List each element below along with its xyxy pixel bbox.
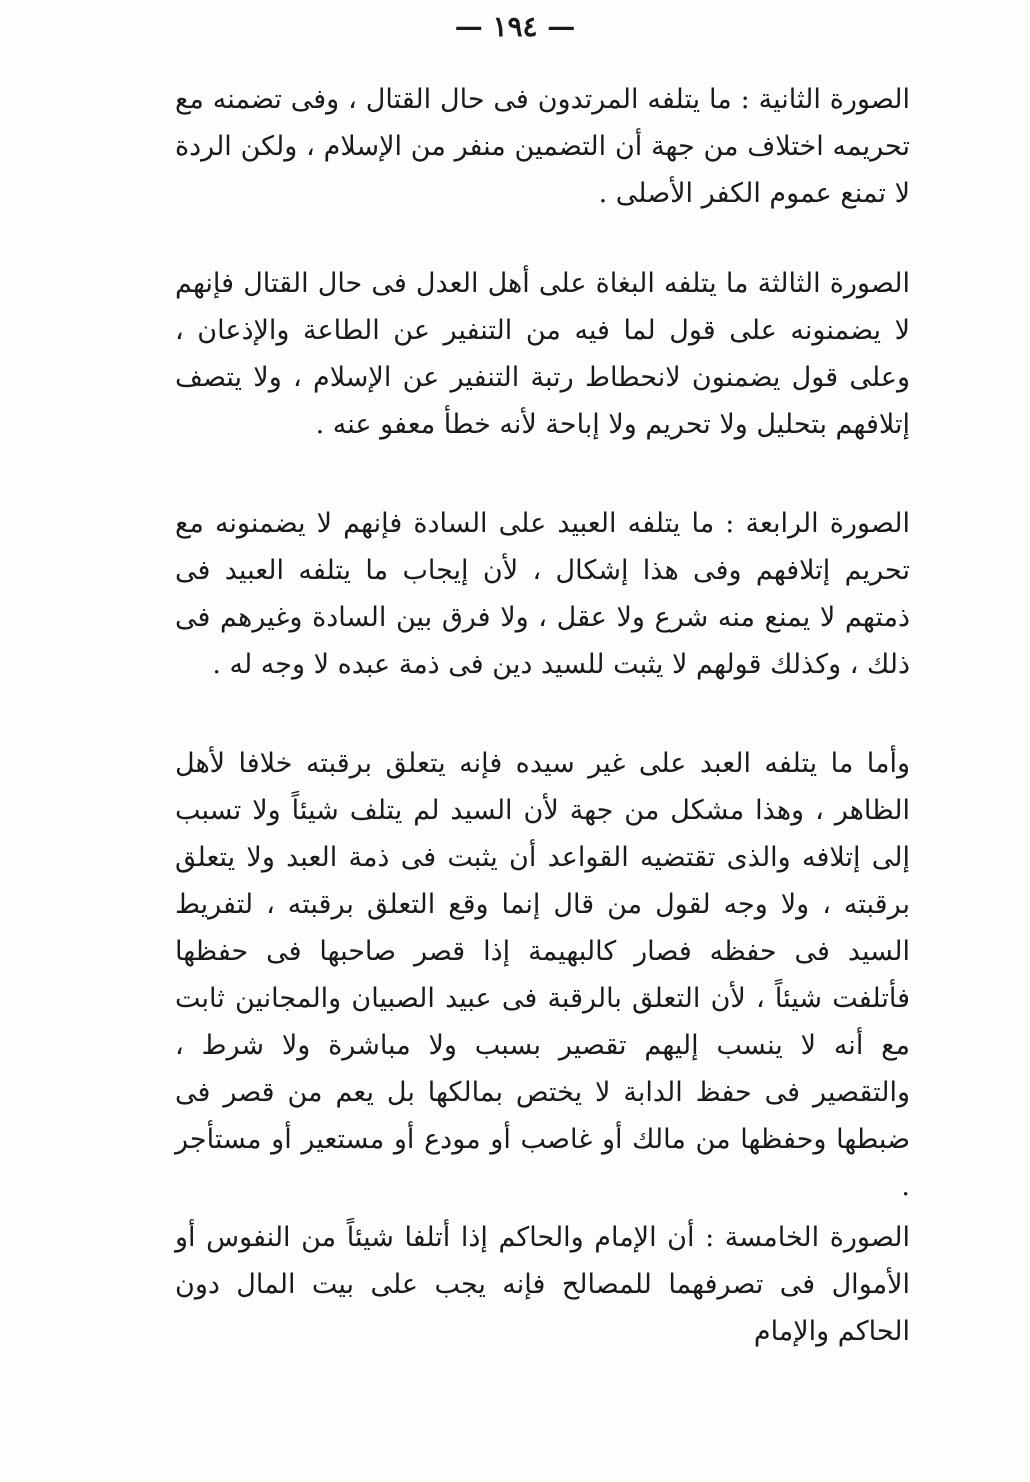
paragraph-second-case: الصورة الثانية : ما يتلفه المرتدون فى حال القتال ، وفى تضمنه مع تحريمه اختلاف من جهة أن التضمين منفر من الإسلام ، ولكن الردة لا تمنع عموم الكفر الأصلى . <box>175 84 910 209</box>
page-number: — ١٩٤ — <box>454 10 576 43</box>
paragraph-fourth-case: الصورة الرابعة : ما يتلفه العبيد على السادة فإنهم لا يضمنونه مع تحريم إتلافهم وفى هذا إشكال ، لأن إيجاب ما يتلفه العبيد فى ذمتهم لا يمنع منه شرع ولا عقل ، ولا فرق بين السادة وغيرهم فى ذلك ، وكذلك قولهم لا يثبت للسيد دين فى ذمة عبده لا وجه له . <box>175 508 910 680</box>
paragraph-third-case: الصورة الثالثة ما يتلفه البغاة على أهل العدل فى حال القتال فإنهم لا يضمنونه على قول لما فيه من التنفير عن الطاعة والإذعان ، وعلى قول يضمنون لانحطاط رتبة التنفير عن الإسلام ، ولا يتصف إتلافهم بتحليل ولا تحريم ولا إباحة لأنه خطأ معفو عنه . <box>175 268 910 440</box>
paragraph-fifth-case: الصورة الخامسة : أن الإمام والحاكم إذا أتلفا شيئاً من النفوس أو الأموال فى تصرفهما للمصالح فإنه يجب على بيت المال دون الحاكم والإمام <box>175 1222 910 1347</box>
paragraph-slave-liability: وأما ما يتلفه العبد على غير سيده فإنه يتعلق برقبته خلافا لأهل الظاهر ، وهذا مشكل من جهة لأن السيد لم يتلف شيئاً ولا تسبب إلى إتلافه والذى تقتضيه القواعد أن يثبت فى ذمة العبد ولا يتعلق برقبته ، ولا وجه لقول من قال إنما وقع التعلق برقبته ، لتفريط السيد فى حفظه فصار كالبهيمة إذا قصر صاحبها فى حفظها فأتلفت شيئاً ، لأن التعلق بالرقبة فى عبيد الصبيان والمجانين ثابت مع أنه لا ينسب إليهم تقصير بسبب ولا مباشرة ولا شرط ، والتقصير فى حفظ الدابة لا يختص بمالكها بل يعم من قصر فى ضبطها وحفظها من مالك أو غاصب أو مودع أو مستعير أو مستأجر . <box>175 748 910 1202</box>
